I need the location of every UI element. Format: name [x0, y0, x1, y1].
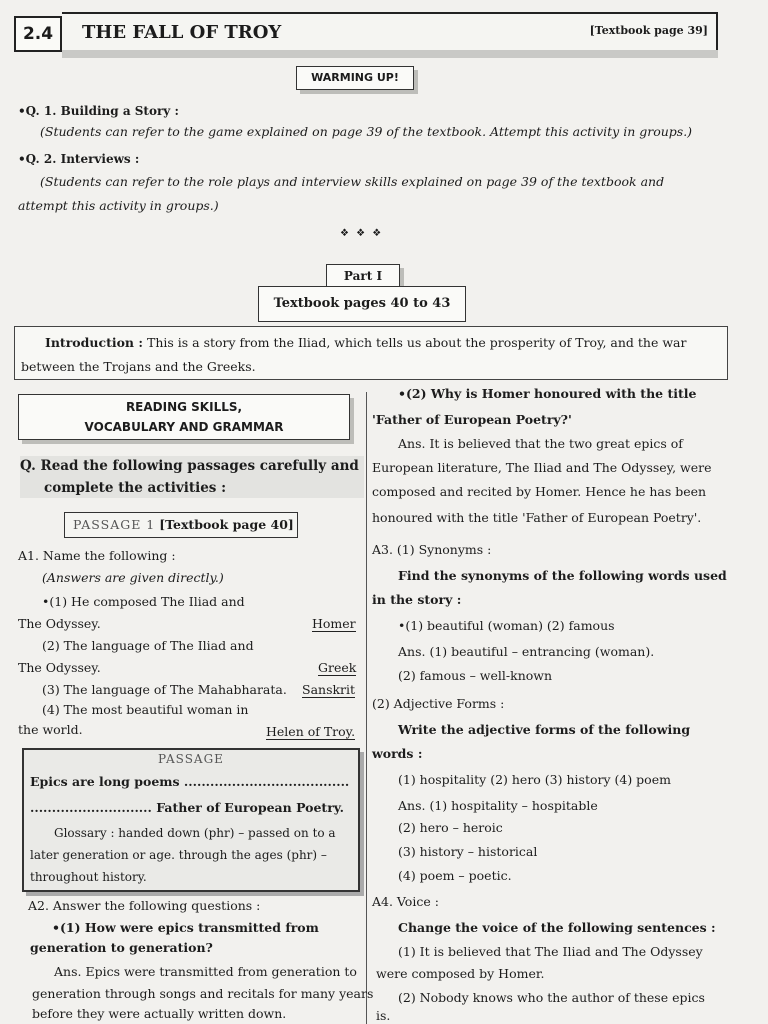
question-heading	[20, 456, 364, 498]
a4-item2-line1: (2) Nobody knows who the author of these epics	[398, 990, 705, 1005]
chapter-title: THE FALL OF TROY	[82, 22, 282, 43]
q2-line1: •(2) Why is Homer honoured with the title	[398, 386, 697, 401]
a1-item3-answer: Sanskrit	[302, 682, 356, 697]
a4-item2-line2: is.	[376, 1008, 391, 1023]
section-separator: ❖ ❖ ❖	[340, 228, 384, 239]
a1-item1-q-line2: The Odyssey.	[18, 616, 101, 631]
a1-item2-answer: Greek	[318, 660, 357, 675]
glossary-line2: later generation or age. through the ages (phr) –	[30, 848, 327, 862]
q1-body: (Students can refer to the game explained on page 39 of the textbook. Attempt this activity in groups.)	[40, 124, 693, 139]
question-line2: complete the activities :	[44, 480, 227, 496]
passage1-label: PASSAGE 1	[73, 517, 156, 532]
introduction-label: Introduction :	[45, 335, 143, 350]
a3-ans-line1: Ans. (1) beautiful – entrancing (woman).	[398, 644, 655, 659]
adjective-ans-2: (2) hero – heroic	[398, 820, 503, 835]
adjective-title: (2) Adjective Forms :	[372, 696, 505, 711]
warming-up-heading: WARMING UP!	[296, 66, 414, 90]
adjective-ans-3: (3) history – historical	[398, 844, 538, 859]
part-label: Part I	[326, 264, 400, 288]
a1-item4-answer: Helen of Troy.	[266, 724, 356, 739]
a4-inst: Change the voice of the following sentences :	[398, 920, 716, 935]
chapter-number: 2.4	[14, 16, 62, 52]
part-pages: Textbook pages 40 to 43	[258, 286, 466, 322]
a1-item3-q-line1: (3) The language of The Mahabharata.	[42, 682, 287, 697]
chapter-title-bar	[62, 12, 718, 54]
q2-ans-line1: Ans. It is believed that the two great epics of	[398, 436, 683, 451]
introduction-line2: between the Trojans and the Greeks.	[21, 359, 256, 374]
glossary-line3: throughout history.	[30, 870, 147, 884]
a2-ans-line1: Ans. Epics were transmitted from generation to	[54, 964, 357, 979]
passage-box-line2: ............................ Father of European Poetry.	[30, 800, 344, 815]
q2-title: •Q. 2. Interviews :	[18, 152, 140, 166]
passage-box	[22, 748, 360, 892]
adjective-ans-1: Ans. (1) hospitality – hospitable	[398, 798, 598, 813]
adjective-ans-4: (4) poem – poetic.	[398, 868, 512, 883]
section-heading-line2: VOCABULARY AND GRAMMAR	[84, 420, 284, 434]
a2-ans-line2: generation through songs and recitals for many years	[32, 986, 374, 1001]
a1-item1-q-line1: •(1) He composed The Iliad and	[42, 594, 245, 609]
q2-body-line2: attempt this activity in groups.)	[18, 198, 219, 213]
question-line1: Q. Read the following passages carefully and	[20, 458, 359, 474]
a3-inst-line1: Find the synonyms of the following words used	[398, 568, 727, 583]
a1-item2-q-line2: The Odyssey.	[18, 660, 101, 675]
title-shadow	[62, 50, 718, 58]
passage1-label-box	[64, 512, 298, 538]
introduction-box	[14, 326, 728, 380]
q2-body-line1: (Students can refer to the role plays and interview skills explained on page 39 of the textbook and	[40, 174, 665, 189]
q2-ans-line4: honoured with the title 'Father of European Poetry'.	[372, 510, 702, 525]
a2-ans-line3: before they were actually written down.	[32, 1006, 287, 1021]
passage-box-title: PASSAGE	[158, 752, 224, 766]
adjective-inst-line1: Write the adjective forms of the following	[398, 722, 691, 737]
introduction-line1	[45, 335, 686, 350]
a1-item2-q-line1: (2) The language of The Iliad and	[42, 638, 254, 653]
a1-title: A1. Name the following :	[18, 548, 176, 563]
adjective-words: (1) hospitality (2) hero (3) history (4) poem	[398, 772, 671, 787]
a3-inst-line2: in the story :	[372, 592, 462, 607]
a4-title: A4. Voice :	[372, 894, 439, 909]
a1-note: (Answers are given directly.)	[42, 570, 224, 585]
section-heading-line1: READING SKILLS,	[125, 400, 243, 414]
a4-item1-line1: (1) It is believed that The Iliad and The Odyssey	[398, 944, 703, 959]
a2-q-line2: generation to generation?	[30, 940, 213, 955]
passage1-ref: [Textbook page 40]	[159, 517, 294, 532]
q2-ans-line3: composed and recited by Homer. Hence he has been	[372, 484, 707, 499]
a1-item1-answer: Homer	[312, 616, 356, 631]
a2-title: A2. Answer the following questions :	[28, 898, 261, 913]
textbook-page-ref: [Textbook page 39]	[589, 24, 708, 37]
a3-ans-line2: (2) famous – well-known	[398, 668, 553, 683]
introduction-text1: This is a story from the Iliad, which tells us about the prosperity of Troy, and the war	[146, 335, 687, 350]
glossary-line1: Glossary : handed down (phr) – passed on to a	[54, 826, 336, 840]
q2-line2: 'Father of European Poetry?'	[372, 412, 572, 427]
a3-title: A3. (1) Synonyms :	[372, 542, 492, 557]
a3-words: •(1) beautiful (woman) (2) famous	[398, 618, 615, 633]
adjective-inst-line2: words :	[372, 746, 423, 761]
section-heading	[18, 394, 350, 440]
a2-q-line1: •(1) How were epics transmitted from	[52, 920, 319, 935]
q2-ans-line2: European literature, The Iliad and The Odyssey, were	[372, 460, 712, 475]
column-divider	[366, 392, 367, 1024]
a1-item4-q-line1: (4) The most beautiful woman in	[42, 702, 249, 717]
q1-title: •Q. 1. Building a Story :	[18, 104, 179, 118]
a4-item1-line2: were composed by Homer.	[376, 966, 545, 981]
a1-item4-q-line2: the world.	[18, 722, 83, 737]
passage-box-line1: Epics are long poems ......................................	[30, 774, 350, 789]
